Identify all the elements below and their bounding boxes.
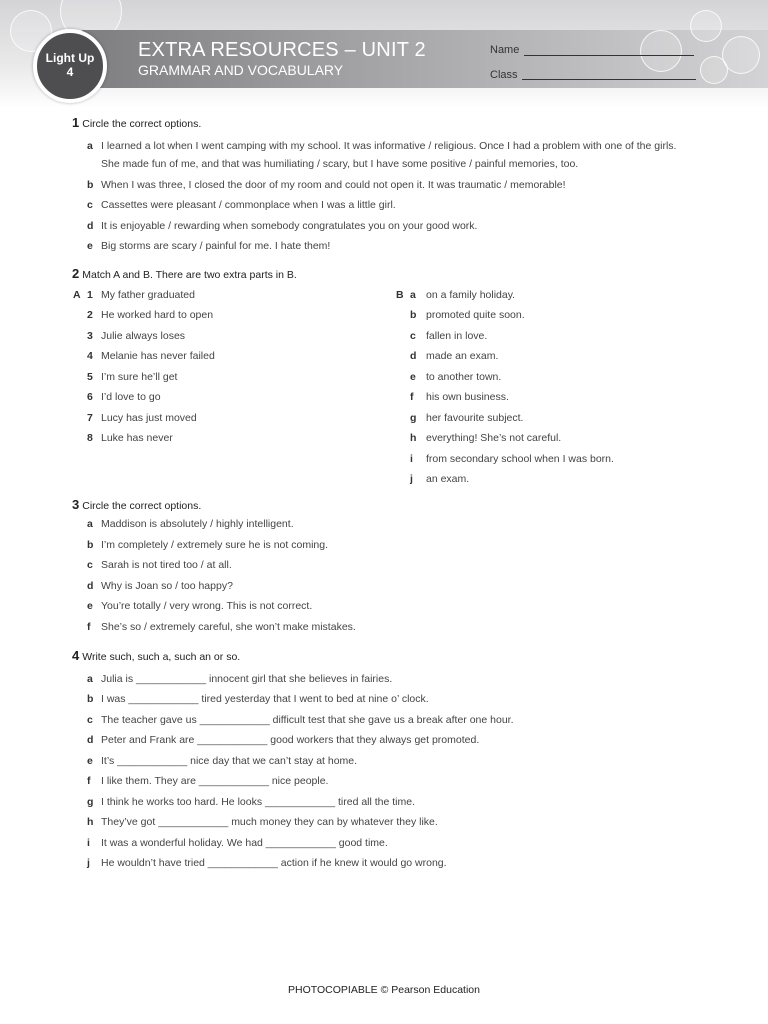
item-text[interactable]: Sarah is not tired too / at all. [101, 559, 232, 571]
item-text: her favourite subject. [426, 412, 524, 424]
exercise-number: 2 [72, 266, 80, 281]
item-number: 5 [87, 371, 93, 383]
item-text: fallen in love. [426, 330, 488, 342]
item-text: Julie always loses [101, 330, 186, 342]
item-letter: f [87, 775, 91, 787]
class-field[interactable] [522, 79, 696, 80]
fill-in-item[interactable]: It’s ____________ nice day that we can’t stay at home. [101, 755, 358, 767]
item-text: to another town. [426, 371, 502, 383]
item-text: Luke has never [101, 432, 173, 444]
decorative-bubble [640, 30, 682, 72]
item-letter: j [87, 857, 90, 869]
fill-in-item[interactable]: He wouldn’t have tried ____________ action if he knew it would go wrong. [101, 857, 447, 869]
fill-in-item[interactable]: Peter and Frank are ____________ good workers that they always get promoted. [101, 734, 480, 746]
item-letter: c [87, 559, 93, 571]
exercise-2-heading [72, 266, 297, 281]
item-text[interactable]: It is enjoyable / rewarding when somebody congratulates you on your good work. [101, 220, 478, 232]
item-letter: e [410, 371, 416, 383]
item-text: I’m sure he’ll get [101, 371, 178, 383]
item-number: 7 [87, 412, 93, 424]
item-text[interactable]: She’s so / extremely careful, she won’t make mistakes. [101, 621, 356, 633]
item-letter: a [410, 289, 416, 301]
item-text: I’d love to go [101, 391, 161, 403]
fill-in-item[interactable]: It was a wonderful holiday. We had ____________ good time. [101, 837, 388, 849]
item-number: 3 [87, 330, 93, 342]
item-letter: e [87, 755, 93, 767]
decorative-bubble [690, 10, 722, 42]
item-text: on a family holiday. [426, 289, 516, 301]
logo-level: 4 [66, 65, 74, 79]
item-text: He worked hard to open [101, 309, 214, 321]
item-letter: g [87, 796, 94, 808]
item-number: 1 [87, 289, 93, 301]
item-number: 8 [87, 432, 93, 444]
item-letter: b [87, 539, 94, 551]
item-text: promoted quite soon. [426, 309, 525, 321]
logo-text: Light Up [45, 51, 95, 65]
light-up-logo [33, 29, 107, 103]
item-letter: i [87, 837, 90, 849]
item-letter: b [410, 309, 417, 321]
page-title: EXTRA RESOURCES – UNIT 2 [138, 39, 426, 61]
item-letter: e [87, 240, 93, 252]
exercise-1-heading [72, 115, 201, 130]
item-text: everything! She’s not careful. [426, 432, 562, 444]
item-text: My father graduated [101, 289, 195, 301]
page-header [0, 0, 768, 108]
item-text: from secondary school when I was born. [426, 453, 614, 465]
item-text: his own business. [426, 391, 509, 403]
column-b-label: B [396, 289, 404, 301]
decorative-bubble [700, 56, 728, 84]
item-text[interactable]: Cassettes were pleasant / commonplace when I was a little girl. [101, 199, 396, 211]
item-text[interactable]: Maddison is absolutely / highly intelligent. [101, 518, 294, 530]
exercise-number: 3 [72, 497, 80, 512]
item-text[interactable]: You’re totally / very wrong. This is not correct. [101, 600, 313, 612]
item-letter: h [410, 432, 417, 444]
item-letter: a [87, 140, 93, 152]
footer-copyright: PHOTOCOPIABLE © Pearson Education [288, 984, 480, 996]
class-label: Class [490, 69, 518, 81]
exercise-instruction: Circle the correct options. [82, 500, 202, 512]
item-text: Melanie has never failed [101, 350, 215, 362]
item-text[interactable]: I learned a lot when I went camping with my school. It was informative / religious. Once I had a problem with one of the girls. [101, 140, 677, 152]
item-letter: e [87, 600, 93, 612]
name-field[interactable] [524, 55, 694, 56]
item-letter: h [87, 816, 94, 828]
item-number: 2 [87, 309, 93, 321]
item-text[interactable]: Why is Joan so / too happy? [101, 580, 233, 592]
item-text[interactable]: I’m completely / extremely sure he is not coming. [101, 539, 329, 551]
item-text: made an exam. [426, 350, 499, 362]
fill-in-item[interactable]: I was ____________ tired yesterday that I went to bed at nine o’ clock. [101, 693, 429, 705]
fill-in-item[interactable]: They’ve got ____________ much money they can by whatever they like. [101, 816, 438, 828]
item-letter: a [87, 518, 93, 530]
exercise-number: 4 [72, 648, 80, 663]
fill-in-item[interactable]: Julia is ____________ innocent girl that she believes in fairies. [101, 673, 393, 685]
page-subtitle: GRAMMAR AND VOCABULARY [138, 62, 344, 78]
item-letter: g [410, 412, 417, 424]
item-letter: i [410, 453, 413, 465]
item-letter: c [87, 199, 93, 211]
item-text: an exam. [426, 473, 470, 485]
item-letter: d [410, 350, 417, 362]
fill-in-item[interactable]: The teacher gave us ____________ difficult test that she gave us a break after one hour. [101, 714, 514, 726]
item-letter: d [87, 580, 94, 592]
item-letter: d [87, 734, 94, 746]
item-text[interactable]: Big storms are scary / painful for me. I hate them! [101, 240, 331, 252]
item-number: 4 [87, 350, 93, 362]
exercise-number: 1 [72, 115, 80, 130]
name-label: Name [490, 44, 520, 56]
item-letter: b [87, 693, 94, 705]
item-letter: b [87, 179, 94, 191]
item-number: 6 [87, 391, 93, 403]
item-text[interactable]: When I was three, I closed the door of my room and could not open it. It was traumatic / memorable! [101, 179, 566, 191]
item-letter: j [410, 473, 413, 485]
exercise-instruction: Write such, such a, such an or so. [82, 651, 241, 663]
column-a-label: A [73, 289, 81, 301]
item-letter: c [410, 330, 416, 342]
item-letter: f [87, 621, 91, 633]
fill-in-item[interactable]: I think he works too hard. He looks ____________ tired all the time. [101, 796, 416, 808]
item-letter: c [87, 714, 93, 726]
item-text[interactable]: She made fun of me, and that was humiliating / scary, but I have some positive / painful memories, too. [101, 158, 579, 170]
item-text: Lucy has just moved [101, 412, 197, 424]
item-letter: f [410, 391, 414, 403]
fill-in-item[interactable]: I like them. They are ____________ nice people. [101, 775, 329, 787]
exercise-4-heading [72, 648, 240, 663]
exercise-instruction: Match A and B. There are two extra parts in B. [82, 269, 297, 281]
item-letter: d [87, 220, 94, 232]
exercise-instruction: Circle the correct options. [82, 118, 202, 130]
item-letter: a [87, 673, 93, 685]
exercise-3-heading [72, 497, 201, 512]
